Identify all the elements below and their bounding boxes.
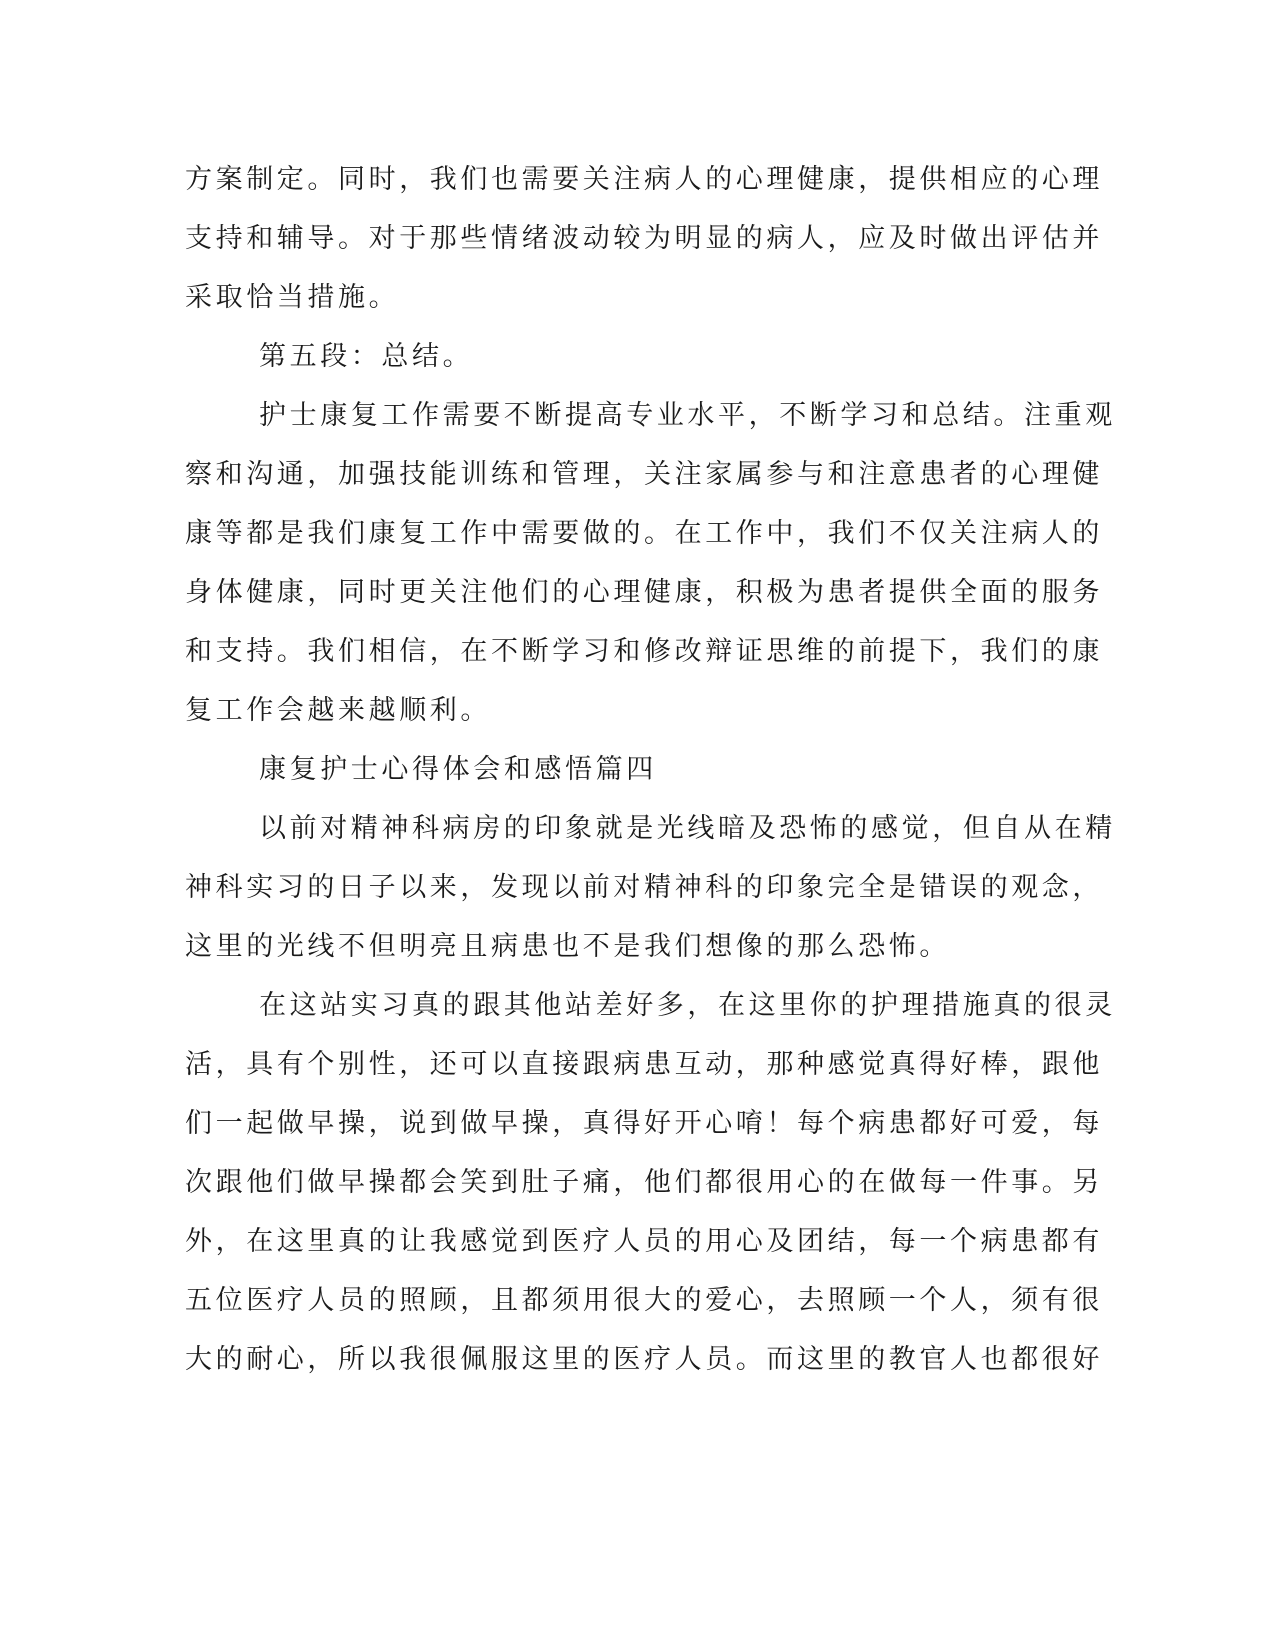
text-line: 护士康复工作需要不断提高专业水平，不断学习和总结。注重观 — [259, 400, 1116, 431]
text-line: 支持和辅导。对于那些情绪波动较为明显的病人，应及时做出评估并 — [185, 223, 1103, 254]
text-line: 神科实习的日子以来，发现以前对精神科的印象完全是错误的观念， — [185, 872, 1103, 903]
text-line: 察和沟通，加强技能训练和管理，关注家属参与和注意患者的心理健 — [185, 459, 1103, 490]
text-line: 复工作会越来越顺利。 — [185, 695, 491, 726]
text-line: 身体健康，同时更关注他们的心理健康，积极为患者提供全面的服务 — [185, 577, 1103, 608]
text-line: 康等都是我们康复工作中需要做的。在工作中，我们不仅关注病人的 — [185, 518, 1103, 549]
text-line: 大的耐心，所以我很佩服这里的医疗人员。而这里的教官人也都很好 — [185, 1344, 1103, 1375]
text-line: 和支持。我们相信，在不断学习和修改辩证思维的前提下，我们的康 — [185, 636, 1103, 667]
text-line: 次跟他们做早操都会笑到肚子痛，他们都很用心的在做每一件事。另 — [185, 1167, 1103, 1198]
section-heading: 第五段：总结。 — [259, 341, 474, 372]
text-line: 以前对精神科病房的印象就是光线暗及恐怖的感觉，但自从在精 — [259, 813, 1116, 844]
text-line: 们一起做早操，说到做早操，真得好开心唷！每个病患都好可爱，每 — [185, 1108, 1103, 1139]
text-line: 这里的光线不但明亮且病患也不是我们想像的那么恐怖。 — [185, 931, 950, 962]
article-title: 康复护士心得体会和感悟篇四 — [259, 754, 657, 785]
text-line: 在这站实习真的跟其他站差好多，在这里你的护理措施真的很灵 — [259, 990, 1116, 1021]
text-line: 活，具有个别性，还可以直接跟病患互动，那种感觉真得好棒，跟他 — [185, 1049, 1103, 1080]
text-line: 五位医疗人员的照顾，且都须用很大的爱心，去照顾一个人，须有很 — [185, 1285, 1103, 1316]
text-line: 采取恰当措施。 — [185, 282, 400, 313]
text-line: 方案制定。同时，我们也需要关注病人的心理健康，提供相应的心理 — [185, 164, 1103, 195]
text-line: 外，在这里真的让我感觉到医疗人员的用心及团结，每一个病患都有 — [185, 1226, 1103, 1257]
